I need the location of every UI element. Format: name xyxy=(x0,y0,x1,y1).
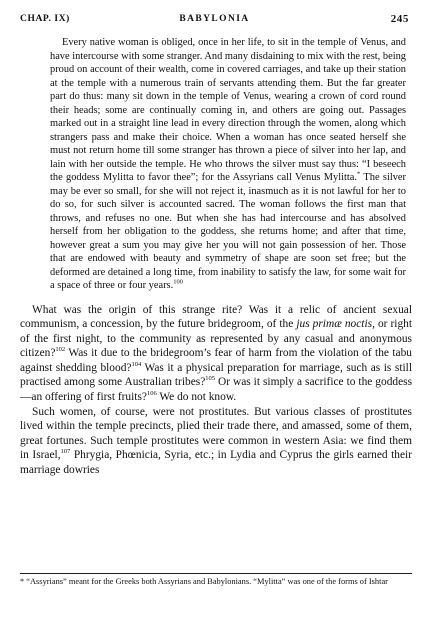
footnote-ref-105: 105 xyxy=(205,375,216,383)
footnote-ref-104: 104 xyxy=(131,361,142,369)
paragraph-text: , or right of the first night, to the community as represented by any casual and anonymous citizen? xyxy=(20,318,412,360)
latin-phrase: jus primæ noctis xyxy=(296,318,373,331)
footnote-ref-100: 100 xyxy=(173,278,183,286)
paragraph-text: We do not know. xyxy=(156,391,237,404)
quote-text-part-2: The silver may be ever so small, for she will not reject it, inasmuch as it is not lawful for her to do so, for such silver is accounted sacred. The woman follows the first man that throws, and refuses no one. But when she has had intercourse and has absolved herself from her obligation to the goddess, she returns home; and after that time, however great a sum you may give her you will not gain possession of her. Those that are endowed with beauty and symmetry of shape are soon set free; but the deformed are detained a long time, from inability to satisfy the law, for some wait for a space of three or four years. xyxy=(50,172,406,291)
paragraph-text: Was it due to the bridegroom’s fear of harm from the violation of the tabu against shedding blood? xyxy=(20,347,412,374)
block-quote xyxy=(50,36,406,293)
page-number: 245 xyxy=(390,13,409,25)
paragraph-origin-of-rite xyxy=(20,303,412,405)
footnote-ref-102: 102 xyxy=(55,346,66,354)
paragraph-text: Or was it simply a sacrifice to the goddess—an offering of first fruits? xyxy=(20,376,413,404)
footnote-marker: * xyxy=(20,577,27,586)
page-body xyxy=(20,36,412,478)
footnote xyxy=(20,577,412,588)
footnote-ref-asterisk: * xyxy=(357,170,361,178)
paragraph-text: What was the origin of this strange rite? Was it a relic of ancient sexual communism, a concession, by the future bridegroom, of the xyxy=(20,303,412,331)
quote-text-part-1: Every native woman is obliged, once in her life, to sit in the temple of Venus, and have intercourse with some stranger. And many disdaining to mix with the rest, being proud on account of their wealth, come in covered carriages, and take up their station at the temple with a numerous train of servants attending them. But the far greater part do thus: many sit down in the temple of Venus, wearing a crown of cord round their heads; some are continually coming in, and others are going out. Passages marked out in a straight line lead in every direction through the women, along which strangers pass and make their choice. When a woman has once seated herself she must not return home till some stranger has thrown a piece of silver into her lap, and lain with her outside the temple. He who throws the silver must say thus: “I beseech the goddess Mylitta to favor thee”; for the Assyrians call Venus Mylitta. xyxy=(50,37,406,183)
chapter-label: CHAP. IX) xyxy=(20,14,70,24)
footnote-divider xyxy=(20,573,412,574)
paragraph-text: Such women, of course, were not prostitutes. But various classes of prostitutes lived within the temple precincts, plied their trade there, and amassed, some of them, great fortunes. Such temple prostitutes were common in western Asia: we find them in Israel, xyxy=(20,405,412,462)
footnote-text: “Assyrians” meant for the Greeks both Assyrians and Babylonians. “Mylitta” was one of the forms of Ishtar xyxy=(26,577,388,586)
paragraph-text: Was it a physical preparation for marriage, such as is still practised among some Australian tribes? xyxy=(20,361,412,389)
running-head xyxy=(20,14,409,28)
paragraph-text: Phrygia, Phœnicia, Syria, etc.; in Lydia and Cyprus the girls earned their marriage dowries xyxy=(20,449,412,477)
footnote-ref-107: 107 xyxy=(60,448,71,456)
footnote-ref-106: 106 xyxy=(146,390,157,398)
paragraph-temple-prostitutes xyxy=(20,405,412,478)
running-title: BABYLONIA xyxy=(179,14,250,24)
